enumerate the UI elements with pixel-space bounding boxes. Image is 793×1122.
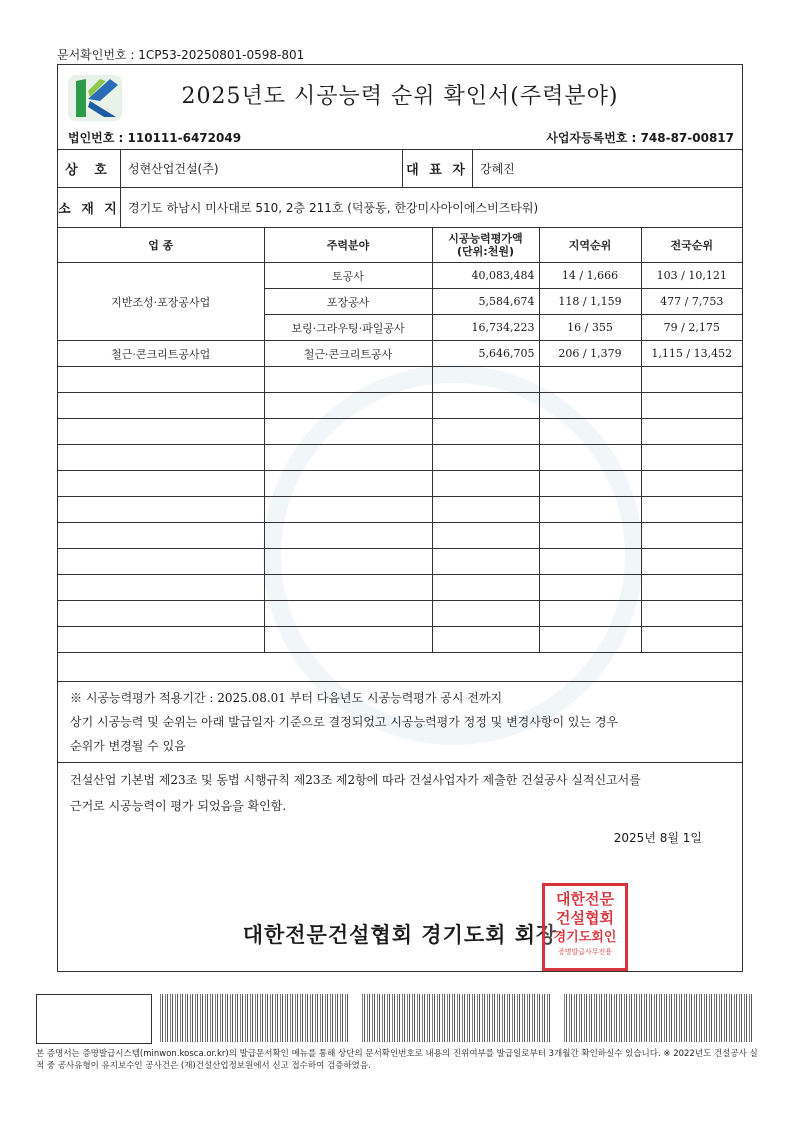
empty-row [58,523,742,549]
regional-rank-cell: 16 / 355 [539,315,641,341]
corporate-number: 법인번호 : 110111-6472049 [68,131,242,145]
seal-line-4: 증명발급사무전용 [557,948,613,956]
address-value: 경기도 하남시 미사대로 510, 2층 211호 (덕풍동, 한강미사아이에스비즈타워) [128,201,539,215]
certificate-frame [57,64,743,972]
business-registration-number: 사업자등록번호 : 748-87-00817 [546,131,734,145]
certification-line-1: 건설산업 기본법 제23조 및 동법 시행규칙 제23조 제2항에 따라 건설사업자가 제출한 건설공사 실적신고서를 [70,773,641,787]
representative-label: 대 표 자 [406,163,468,178]
header-main-field: 주력분야 [264,228,432,263]
industry-cell: 지반조성·포장공사업 [58,263,264,341]
2d-barcode-2 [362,994,552,1042]
field-cell: 보링·그라우팅·파일공사 [264,315,432,341]
table-header-row [58,228,742,263]
national-rank-cell: 103 / 10,121 [641,263,742,289]
address-label: 소 재 지 [58,202,120,217]
regional-rank-cell: 14 / 1,666 [539,263,641,289]
info-row-name [58,149,742,187]
regional-rank-cell: 206 / 1,379 [539,341,641,367]
seal-line-1: 대한전문 [556,890,614,908]
field-cell: 포장공사 [264,289,432,315]
seal-line-3: 경기도회인 [553,930,617,945]
issue-date: 2025년 8월 1일 [613,831,702,845]
header-regional-rank: 지역순위 [539,228,641,263]
national-rank-cell: 477 / 7,753 [641,289,742,315]
header-national-rank: 전국순위 [641,228,742,263]
field-cell: 철근·콘크리트공사 [264,341,432,367]
2d-barcode-3 [564,994,754,1042]
empty-row [58,497,742,523]
notice-period: ※ 시공능력평가 적용기간 : 2025.08.01 부터 다음년도 시공능력평가 공시 전까지 [70,691,503,705]
empty-row [58,419,742,445]
document-check-number: 문서확인번호 : 1CP53-20250801-0598-801 [57,48,305,62]
national-rank-cell: 1,115 / 13,452 [641,341,742,367]
table-row [58,341,742,367]
issuer-name: 대한전문건설협회 경기도회 회장 [242,922,558,947]
amount-cell: 40,083,484 [432,263,539,289]
seal-line-2: 건설협회 [556,909,614,927]
amount-cell: 16,734,223 [432,315,539,341]
empty-row [58,367,742,393]
empty-row [58,627,742,653]
empty-row [58,575,742,601]
field-cell: 토공사 [264,263,432,289]
national-rank-cell: 79 / 2,175 [641,315,742,341]
empty-row [58,601,742,627]
blank-box [36,994,152,1044]
notice-section [58,681,742,763]
official-seal [542,883,628,971]
certification-line-2: 근거로 시공능력이 평가 되었음을 확인함. [70,799,287,813]
notice-text-2: 순위가 변경될 수 있음 [70,739,186,753]
industry-cell: 철근·콘크리트공사업 [58,341,264,367]
empty-row [58,471,742,497]
document-title: 2025년도 시공능력 순위 확인서(주력분야) [181,84,619,109]
footer-note: 본 증명서는 증명발급시스템(minwon.kosca.or.kr)의 발급문서확인 메뉴를 통해 상단의 문서확인번호로 내용의 진위여부를 발급일로부터 3개월간 확인하실수 있습니다. ※ 2022년도 건설공사 실적 중 공사유형이 유지보수인 공사건은 (재)건설산업정보원에서 신고 접수하여 검증하였음. [36,1049,758,1071]
company-name: 성현산업건설(주) [128,162,219,176]
header-amount: 시공능력평가액 (단위:천원) [432,228,539,263]
table-row [58,263,742,289]
notice-text-1: 상기 시공능력 및 순위는 아래 발급일자 기준으로 결정되었고 시공능력평가 정정 및 변경사항이 있는 경우 [70,715,619,729]
2d-barcode-1 [160,994,350,1042]
name-label: 상 호 [65,163,113,178]
empty-row [58,393,742,419]
info-row-address [58,187,742,227]
representative-name: 강혜진 [480,162,515,176]
capacity-ranking-table [58,227,742,653]
amount-cell: 5,646,705 [432,341,539,367]
empty-row [58,549,742,575]
regional-rank-cell: 118 / 1,159 [539,289,641,315]
header-industry: 업 종 [58,228,264,263]
certification-text [70,767,730,819]
amount-cell: 5,584,674 [432,289,539,315]
empty-row [58,445,742,471]
